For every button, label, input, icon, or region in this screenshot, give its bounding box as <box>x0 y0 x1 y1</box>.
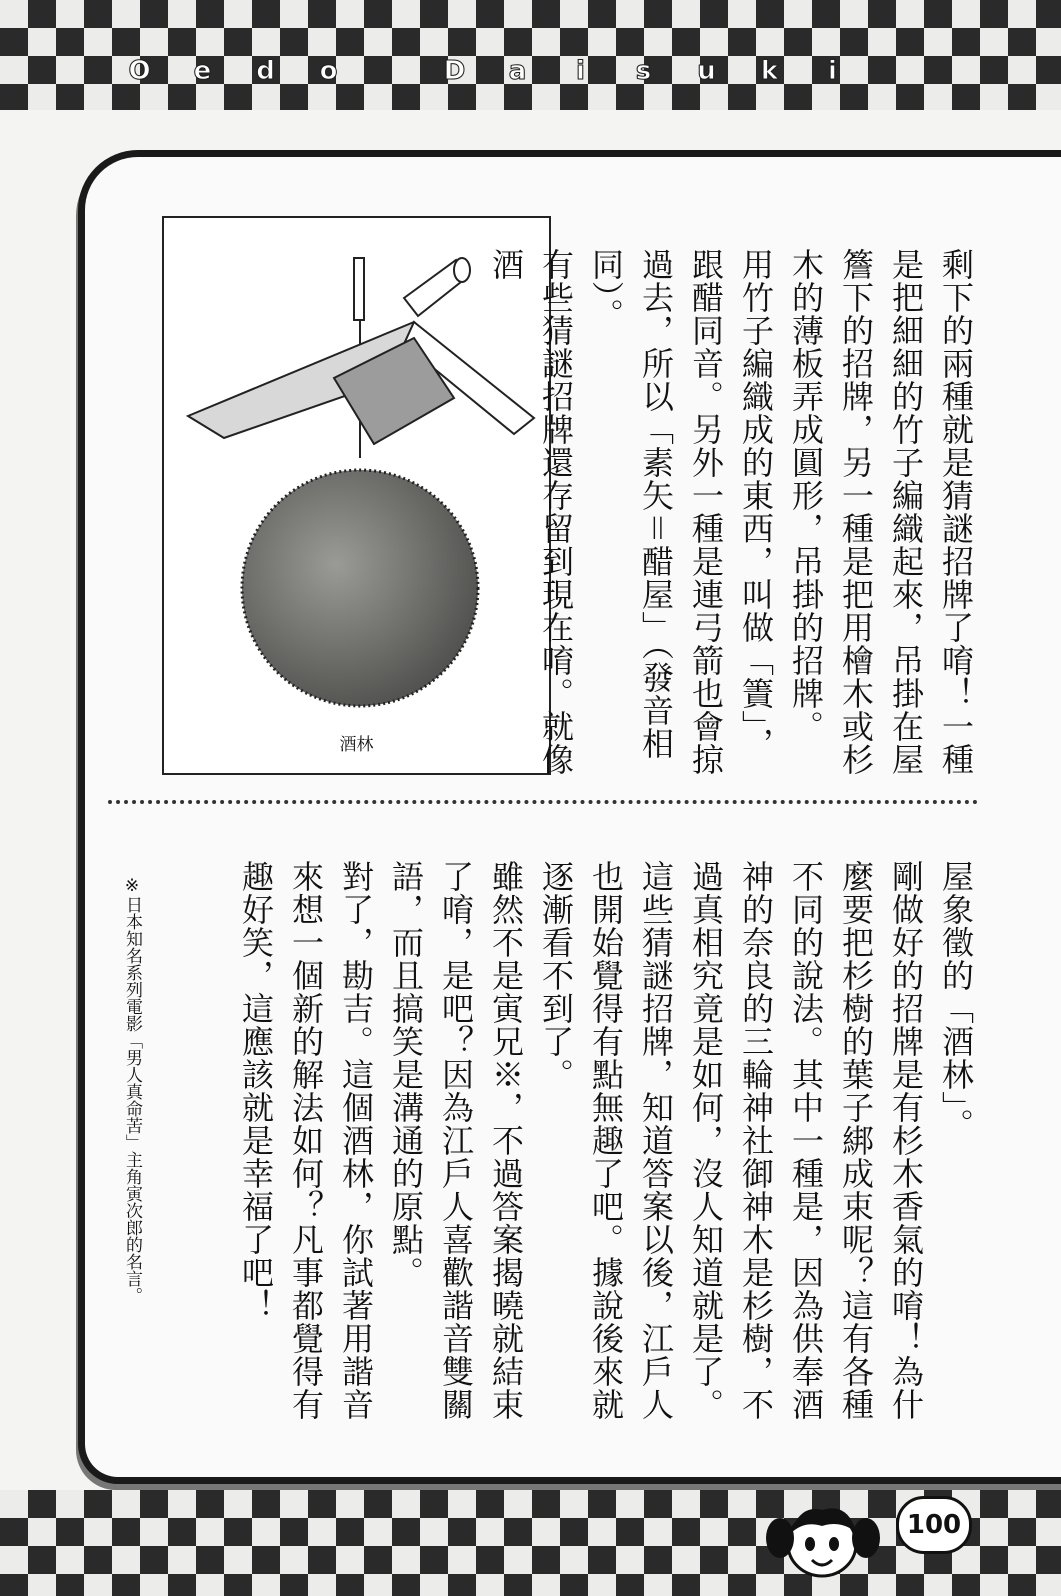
title-letter: u <box>697 56 716 86</box>
paragraph: 用竹子編織成的東西，叫做「簀」，跟醋同音。另外一種是連弓箭也會掠過去，所以「素矢＝醋屋」（發音相同）。 <box>587 248 775 776</box>
title-letter: D <box>443 56 466 86</box>
title-letter: i <box>828 56 837 86</box>
lower-text-block <box>231 860 981 1430</box>
paragraph: 有些猜謎招牌還存留到現在唷。就像酒 <box>487 248 575 776</box>
page-number: 100 <box>896 1496 972 1554</box>
paragraph: 對了，勘吉。這個酒林，你試著用諧音來想一個新的解法如何？凡事都覺得有趣好笑，這應該就是幸福了吧！ <box>237 860 375 1421</box>
title-letter: k <box>760 56 779 86</box>
series-title-strip <box>0 56 1061 86</box>
title-letter: s <box>635 56 652 86</box>
title-letter: a <box>508 56 527 86</box>
upper-text-block <box>481 248 981 778</box>
title-letter: d <box>256 56 275 86</box>
mascot-character-icon <box>760 1486 890 1586</box>
illustration-caption: 酒林 <box>339 735 374 755</box>
paragraph: 屋象徵的「酒林」。 <box>937 860 975 1141</box>
title-letter: o <box>319 56 338 86</box>
footnote: ※日本知名系列電影「男人真命苦」主角寅次郎的名言。 <box>122 876 142 1304</box>
title-letter: i <box>576 56 585 86</box>
title-letter: e <box>193 56 212 86</box>
checkered-header-band <box>0 0 1061 110</box>
title-letter: O <box>128 56 151 86</box>
series-title <box>0 56 864 86</box>
section-divider <box>108 800 978 804</box>
paragraph: 剩下的兩種就是猜謎招牌了唷！一種是把細細的竹子編織起來，吊掛在屋簷下的招牌，另一種是把用檜木或杉木的薄板弄成圓形，吊掛的招牌。 <box>787 248 975 776</box>
paragraph: 雖然不是寅兄※，不過答案揭曉就結束了唷，是吧？因為江戶人喜歡諧音雙關語，而且搞笑是溝通的原點。 <box>387 860 525 1421</box>
title-letter <box>360 56 423 86</box>
paragraph: 剛做好的招牌是有杉木香氣的唷！為什麼要把杉樹的葉子綁成束呢？這有各種不同的說法。其中一種是，因為供奉酒神的奈良的三輪神社御神木是杉樹，不過真相究竟是如何，沒人知道就是了。 <box>687 860 925 1421</box>
paragraph: 這些猜謎招牌，知道答案以後，江戶人也開始覺得有點無趣了吧。據說後來就逐漸看不到了。 <box>537 860 675 1421</box>
